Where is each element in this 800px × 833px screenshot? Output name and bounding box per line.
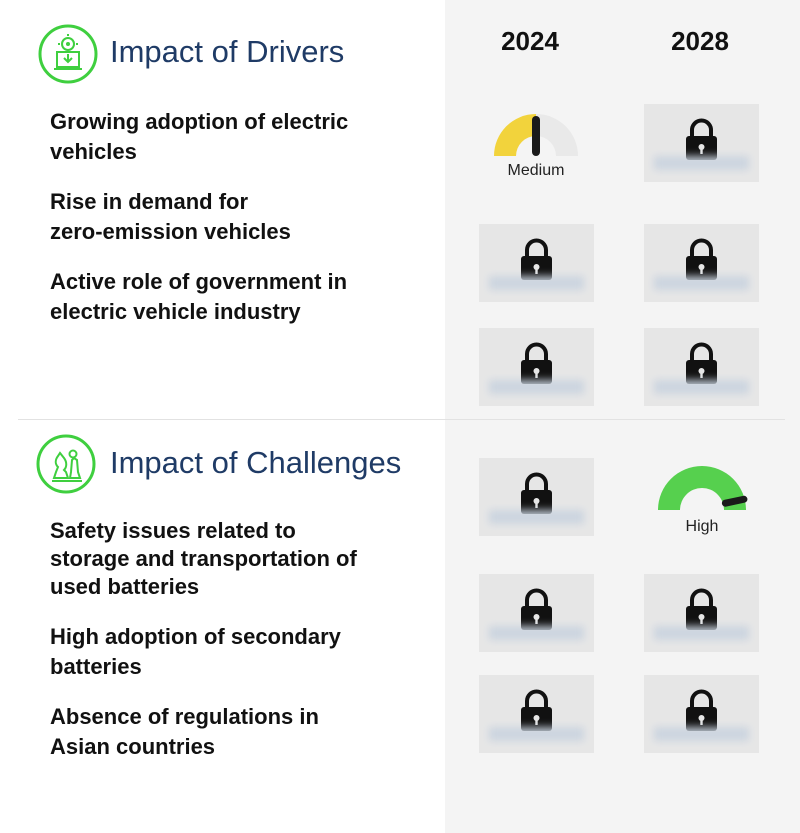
locked-cell[interactable] xyxy=(479,328,594,406)
gauge-high xyxy=(652,464,752,544)
locked-cell[interactable] xyxy=(479,224,594,302)
driver-item-3: Active role of government in electric vehicle industry xyxy=(50,269,348,324)
chess-pieces-icon xyxy=(36,434,96,494)
locked-cell[interactable] xyxy=(644,675,759,753)
locked-cell[interactable] xyxy=(644,224,759,302)
driver-item-1: Growing adoption of electric vehicles xyxy=(50,109,349,164)
locked-cell[interactable] xyxy=(479,675,594,753)
drivers-icon xyxy=(38,24,98,84)
gauge-medium-label: Medium xyxy=(507,162,565,179)
locked-cell[interactable] xyxy=(644,574,759,652)
year-2028-header: 2028 xyxy=(671,26,729,56)
challenge-item-3: Absence of regulations in Asian countries xyxy=(50,704,319,759)
challenge-item-2: High adoption of secondary batteries xyxy=(50,624,341,679)
gauge-high-icon xyxy=(652,464,752,514)
challenge-item-1: Safety issues related to storage and transportation of used batteries xyxy=(50,518,357,599)
locked-cell[interactable] xyxy=(644,104,759,182)
locked-cell[interactable] xyxy=(644,328,759,406)
year-2024-header: 2024 xyxy=(501,26,559,56)
locked-cell[interactable] xyxy=(479,458,594,536)
section-divider xyxy=(18,419,785,420)
locked-cell[interactable] xyxy=(479,574,594,652)
gauge-medium-icon xyxy=(486,110,586,160)
gauge-medium xyxy=(486,110,586,190)
driver-item-2: Rise in demand for zero-emission vehicles xyxy=(50,189,291,244)
gauge-high-label: High xyxy=(685,518,719,535)
challenges-title: Impact of Challenges xyxy=(110,445,402,480)
drivers-title: Impact of Drivers xyxy=(110,34,345,69)
